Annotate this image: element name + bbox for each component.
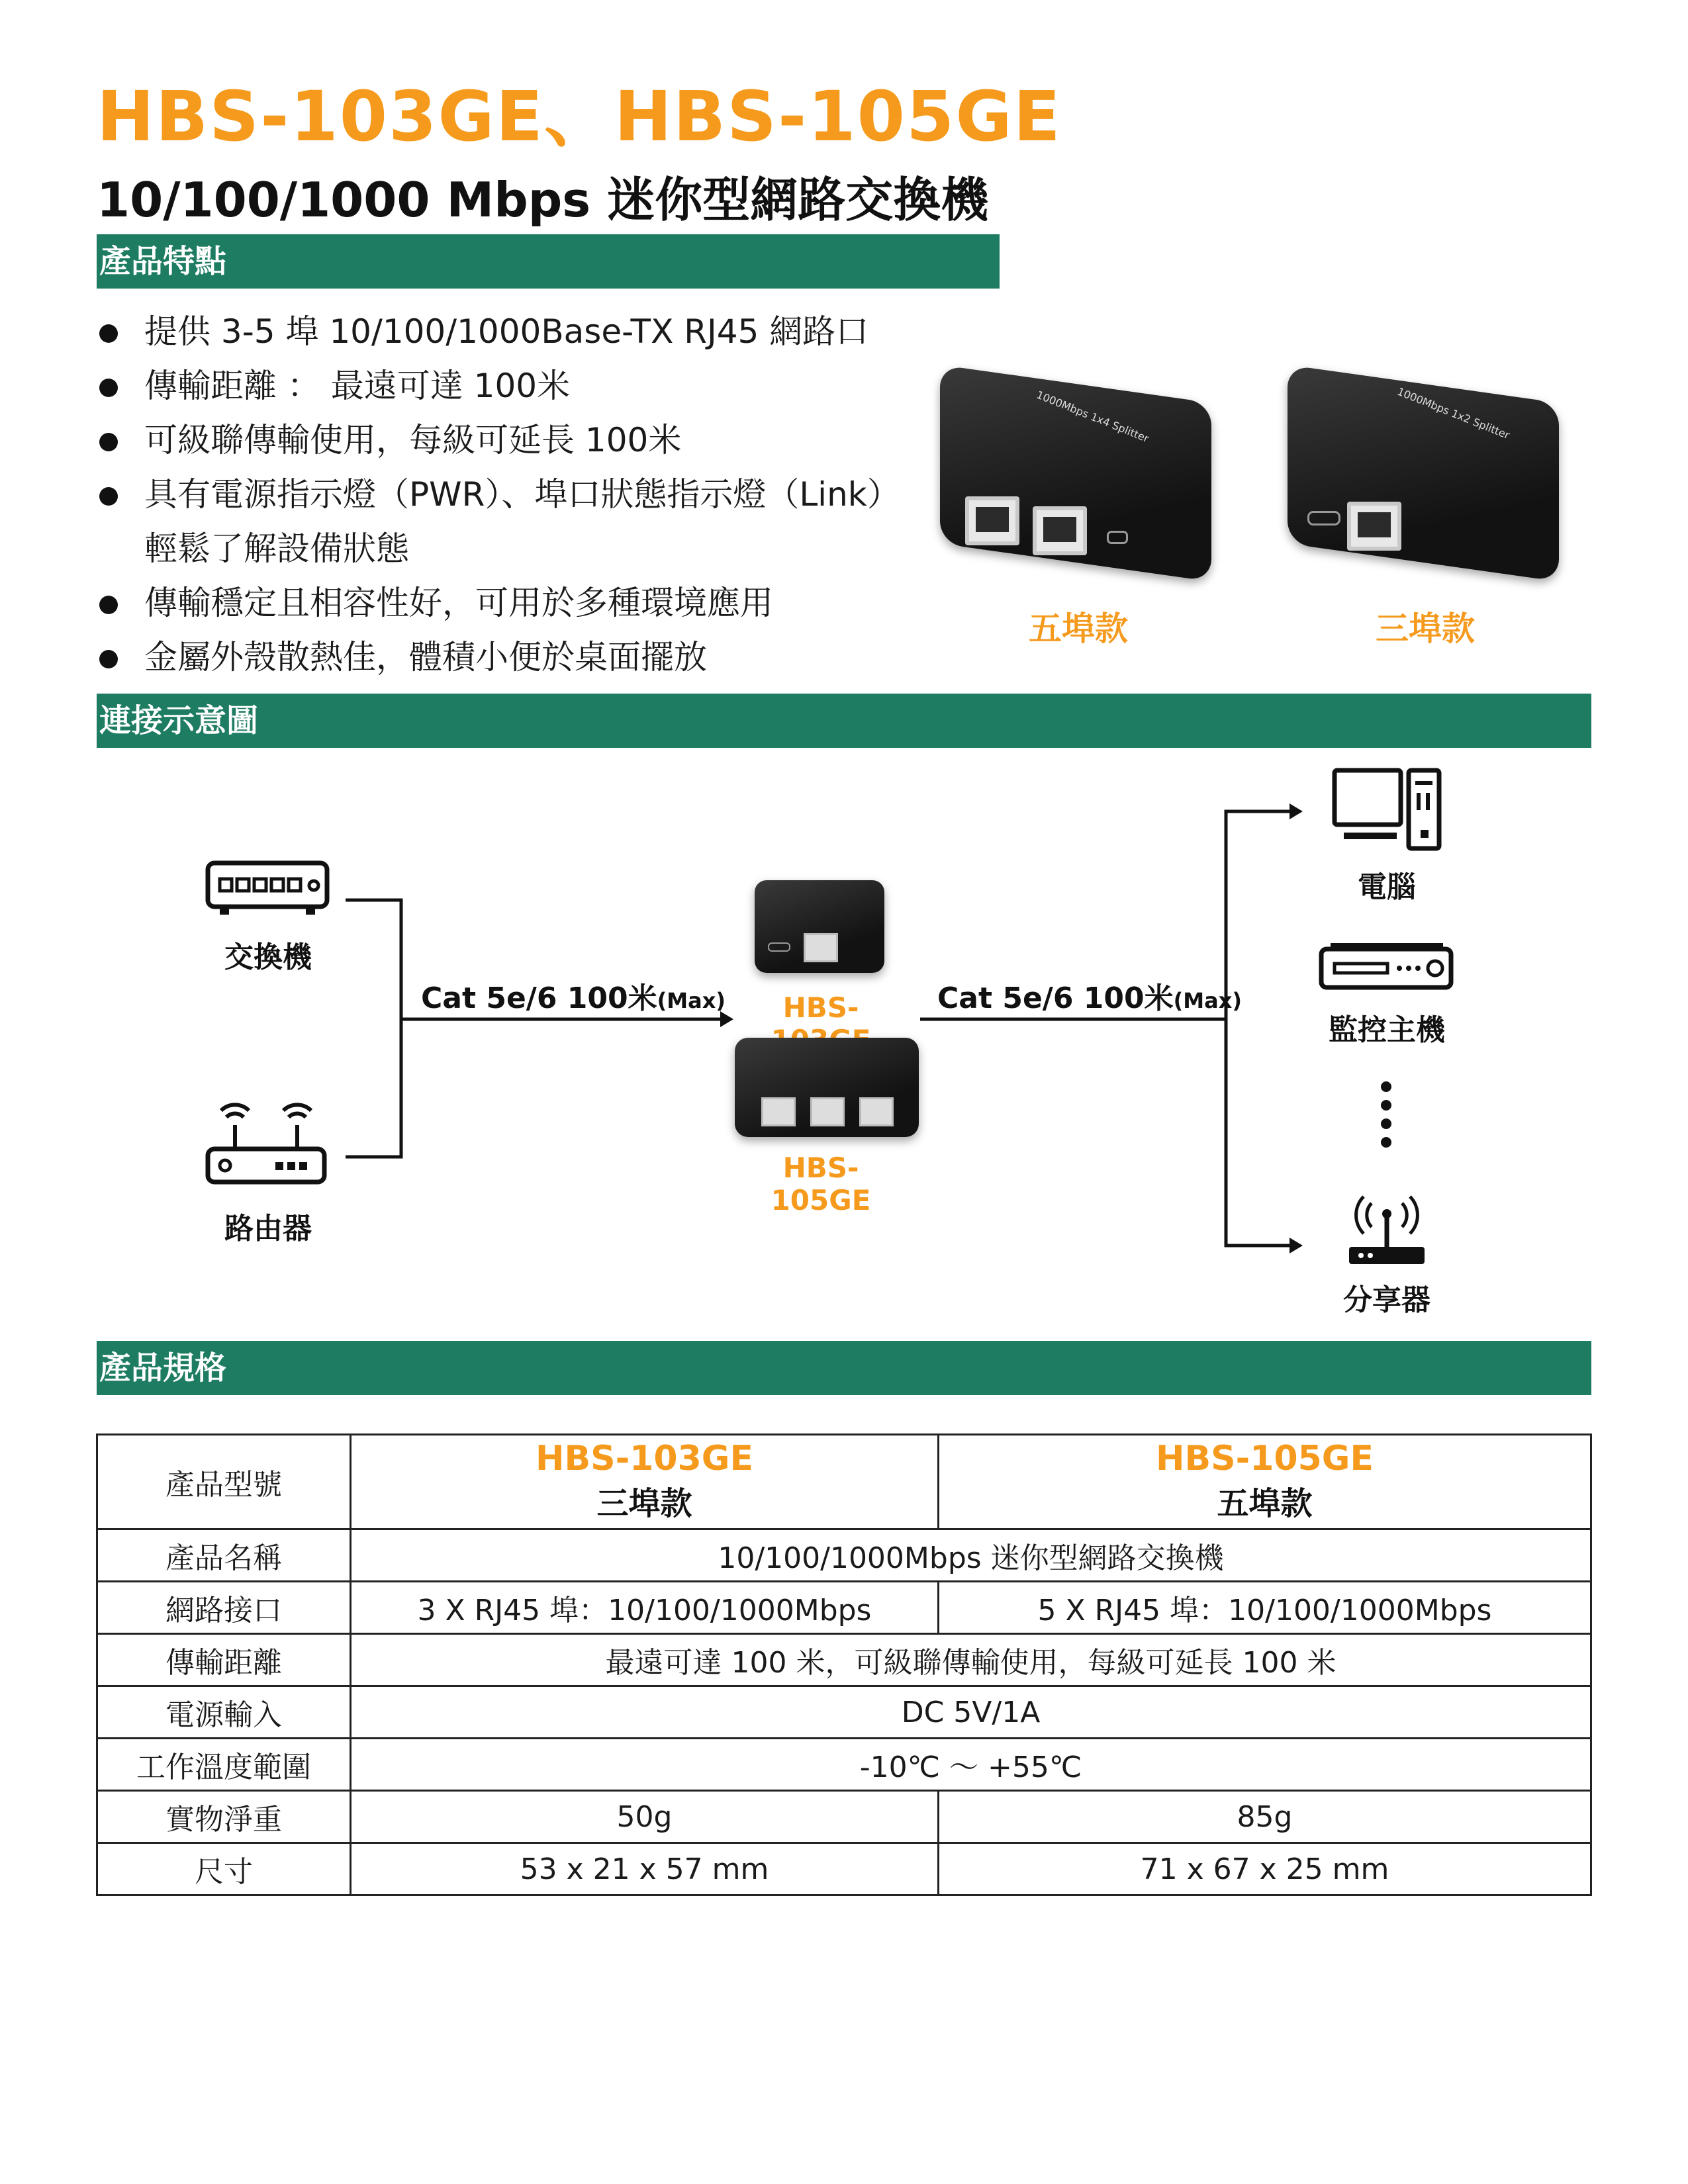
model-103-label: HBS- <box>782 991 859 1024</box>
switch-icon <box>205 859 331 919</box>
spec-value: 3 X RJ45 埠：10/100/1000Mbps <box>351 1582 939 1634</box>
rj45-port-icon <box>859 1097 894 1126</box>
table-row <box>97 1739 1591 1791</box>
spec-label: 傳輸距離 <box>97 1634 351 1686</box>
access-point-label: 分享器 <box>1343 1283 1430 1317</box>
spec-value: 5 X RJ45 埠：10/100/1000Mbps <box>939 1582 1591 1634</box>
spec-model-103-cell: HBS-103GE 三埠款 <box>351 1435 939 1529</box>
router-icon <box>204 1097 330 1190</box>
spec-value: -10℃ ～ +55℃ <box>351 1739 1591 1791</box>
spec-label: 電源輸入 <box>97 1686 351 1739</box>
section-title-features: 產品特點 <box>99 243 227 280</box>
router-label: 路由器 <box>224 1212 312 1246</box>
spec-value: 50g <box>351 1791 939 1843</box>
spec-value: 71 x 67 x 25 mm <box>939 1843 1591 1895</box>
spec-value: 10/100/1000Mbps 迷你型網路交換機 <box>351 1529 1591 1582</box>
spec-value: 53 x 21 x 57 mm <box>351 1843 939 1895</box>
feature-item: 傳輸穩定且相容性好，可用於多種環境應用 <box>97 576 957 630</box>
hbs-103ge-device-image <box>755 880 887 979</box>
table-row <box>97 1634 1591 1686</box>
spec-model-105-cell: HBS-105GE 五埠款 <box>939 1435 1591 1529</box>
five-port-caption: 五埠款 <box>1029 610 1128 648</box>
computer-icon <box>1331 766 1443 852</box>
spec-label: 產品型號 <box>97 1435 351 1529</box>
feature-item: 金屬外殼散熱佳，體積小便於桌面擺放 <box>97 630 957 684</box>
spec-label: 實物淨重 <box>97 1791 351 1843</box>
access-point-icon <box>1337 1183 1436 1269</box>
feature-item: 提供 3-5 埠 10/100/1000Base-TX RJ45 網路口 <box>97 304 957 359</box>
table-row <box>97 1791 1591 1843</box>
table-row <box>97 1435 1591 1529</box>
spec-label: 網路接口 <box>97 1582 351 1634</box>
spec-label: 工作溫度範圍 <box>97 1739 351 1791</box>
section-bar-specs <box>97 1341 1591 1395</box>
three-port-caption: 三埠款 <box>1376 610 1475 648</box>
feature-item-continuation: 輕鬆了解設備狀態 <box>144 529 409 568</box>
feature-item: 可級聯傳輸使用，每級可延長 100米 <box>97 413 957 467</box>
computer-label: 電腦 <box>1358 870 1416 904</box>
device-print-text: 1000Mbps 1x2 Splitter <box>1395 385 1512 442</box>
hbs-105ge-device-image <box>735 1038 920 1144</box>
rj45-port-icon <box>761 1097 796 1126</box>
table-row <box>97 1582 1591 1634</box>
rj45-port-icon <box>810 1097 845 1126</box>
device-print-text: 1000Mbps 1x4 Splitter <box>1035 388 1151 445</box>
more-devices-ellipsis-icon <box>1373 1077 1399 1157</box>
model-105-label: HBS-105GE <box>771 1152 871 1216</box>
dvr-icon <box>1317 938 1456 998</box>
switch-label: 交換機 <box>224 940 312 974</box>
section-title-diagram: 連接示意圖 <box>99 702 259 739</box>
dvr-label: 監控主機 <box>1329 1013 1445 1047</box>
feature-item: 具有電源指示燈（PWR）、埠口狀態指示燈（Link） <box>97 467 957 522</box>
spec-label: 尺寸 <box>97 1843 351 1895</box>
usb-c-port-icon <box>768 942 790 952</box>
page-title: HBS-103GE、HBS-105GE <box>97 76 1062 157</box>
table-row <box>97 1686 1591 1739</box>
spec-value: 最遠可達 100 米，可級聯傳輸使用，每級可延長 100 米 <box>351 1634 1591 1686</box>
cable-label-right: Cat 5e/6 100米(Max) <box>937 981 1242 1015</box>
feature-item: 傳輸距離 ： 最遠可達 100米 <box>97 359 957 413</box>
cable-label-left: Cat 5e/6 100米(Max) <box>421 981 726 1015</box>
table-row <box>97 1529 1591 1582</box>
rj45-port-icon <box>804 933 838 962</box>
spec-value: 85g <box>939 1791 1591 1843</box>
spec-value: DC 5V/1A <box>351 1686 1591 1739</box>
page-subtitle: 10/100/1000 Mbps 迷你型網路交換機 <box>97 172 989 228</box>
spec-label: 產品名稱 <box>97 1529 351 1582</box>
section-title-specs: 產品規格 <box>99 1349 227 1387</box>
spec-table <box>96 1433 1592 1896</box>
table-row <box>97 1843 1591 1895</box>
